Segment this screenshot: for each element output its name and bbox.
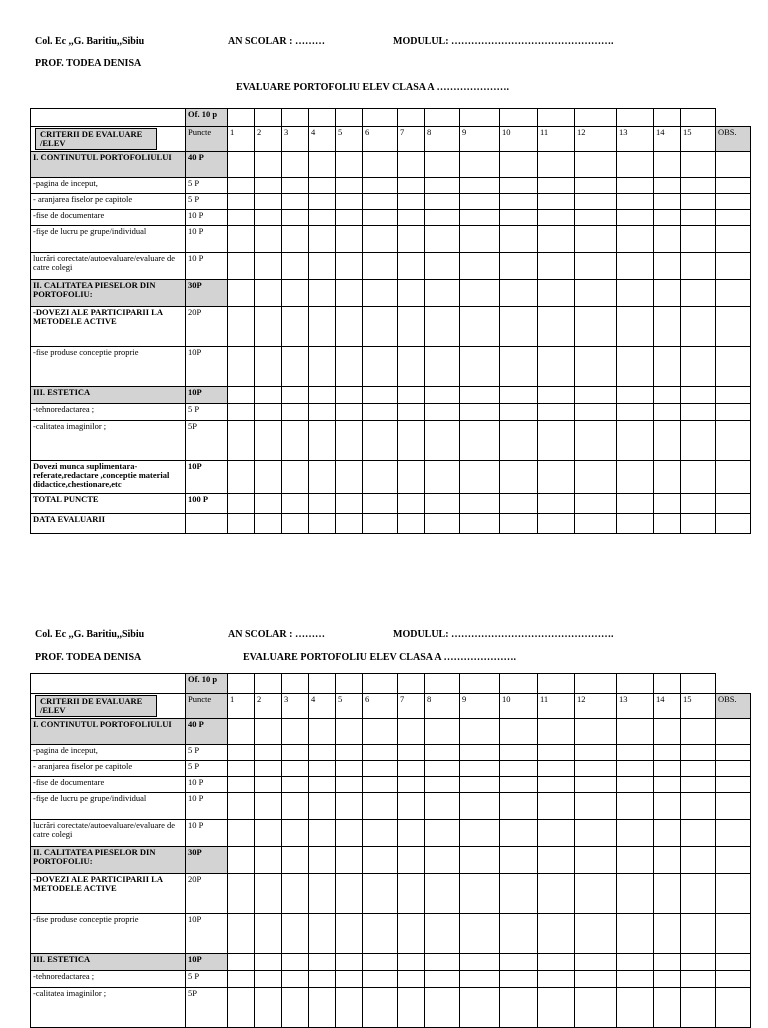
table-row — [31, 280, 751, 307]
student-col-7: 7 — [398, 127, 425, 152]
criteria-header — [31, 694, 186, 719]
criteria-label: CRITERII DE EVALUARE /ELEV — [35, 695, 157, 717]
table-row — [31, 226, 751, 253]
teacher-name: PROF. TODEA DENISA — [35, 652, 142, 663]
student-col-2: 2 — [255, 127, 282, 152]
table-row — [31, 719, 751, 745]
row-points: 20P — [186, 307, 228, 347]
table-row — [31, 793, 751, 820]
student-col-9: 9 — [460, 127, 500, 152]
student-col-1: 1 — [228, 127, 255, 152]
school-name: Col. Ec ,,G. Baritiu,,Sibiu — [35, 36, 145, 47]
obs-header: OBS. — [716, 127, 751, 152]
of-points-cell: Of. 10 p — [186, 109, 228, 127]
row-label: I. CONTINUTUL PORTOFOLIULUI — [31, 719, 186, 745]
evaluation-title: EVALUARE PORTOFOLIU ELEV CLASA A …………………. — [236, 82, 510, 93]
table-row — [31, 971, 751, 988]
student-col-1: 1 — [228, 694, 255, 719]
row-label: III. ESTETICA — [31, 387, 186, 404]
row-label: -tehnoredactarea ; — [31, 404, 186, 421]
row-label: II. CALITATEA PIESELOR DIN PORTOFOLIU: — [31, 280, 186, 307]
row-label: - aranjarea fiselor pe capitole — [31, 194, 186, 210]
row-label: -fise de documentare — [31, 777, 186, 793]
row-label: -fişe de lucru pe grupe/individual — [31, 793, 186, 820]
evaluation-title: EVALUARE PORTOFOLIU ELEV CLASA A …………………. — [243, 652, 517, 663]
row-points: 40 P — [186, 719, 228, 745]
row-label: -fise de documentare — [31, 210, 186, 226]
student-col-3: 3 — [282, 694, 309, 719]
school-name: Col. Ec ,,G. Baritiu,,Sibiu — [35, 629, 145, 640]
evaluation-table — [30, 108, 751, 534]
student-col-8: 8 — [425, 127, 460, 152]
row-label: -tehnoredactarea ; — [31, 971, 186, 988]
table-row — [31, 494, 751, 514]
row-points: 5P — [186, 421, 228, 461]
table-row — [31, 152, 751, 178]
row-label: - aranjarea fiselor pe capitole — [31, 761, 186, 777]
of-points-cell: Of. 10 p — [186, 674, 228, 694]
row-label: lucrări corectate/autoevaluare/evaluare de catre colegi — [31, 820, 186, 847]
row-points: 40 P — [186, 152, 228, 178]
table-row — [31, 307, 751, 347]
row-label: -fise produse conceptie proprie — [31, 347, 186, 387]
student-col-14: 14 — [654, 127, 681, 152]
student-col-3: 3 — [282, 127, 309, 152]
row-points: 5 P — [186, 761, 228, 777]
table-row — [31, 820, 751, 847]
criteria-header — [31, 127, 186, 152]
table-row — [31, 210, 751, 226]
student-col-5: 5 — [336, 694, 363, 719]
row-points: 5 P — [186, 194, 228, 210]
row-label: DATA EVALUARII — [31, 514, 186, 534]
table-row — [31, 461, 751, 494]
row-label: -calitatea imaginilor ; — [31, 421, 186, 461]
table-row — [31, 178, 751, 194]
row-points: 30P — [186, 847, 228, 874]
student-col-2: 2 — [255, 694, 282, 719]
row-points: 5 P — [186, 178, 228, 194]
row-label: -DOVEZI ALE PARTICIPARII LA METODELE ACTIVE — [31, 874, 186, 914]
row-points: 10P — [186, 347, 228, 387]
row-points: 10 P — [186, 210, 228, 226]
student-col-15: 15 — [681, 127, 716, 152]
table-row — [31, 954, 751, 971]
student-col-12: 12 — [575, 127, 617, 152]
table-row — [31, 988, 751, 1028]
module-label: MODULUL: …………………………………………. — [393, 629, 614, 640]
row-points: 30P — [186, 280, 228, 307]
row-label: II. CALITATEA PIESELOR DIN PORTOFOLIU: — [31, 847, 186, 874]
row-label: I. CONTINUTUL PORTOFOLIULUI — [31, 152, 186, 178]
student-col-11: 11 — [538, 694, 575, 719]
student-col-9: 9 — [460, 694, 500, 719]
table-row — [31, 761, 751, 777]
student-col-6: 6 — [363, 694, 398, 719]
row-label: -fise produse conceptie proprie — [31, 914, 186, 954]
student-col-13: 13 — [617, 127, 654, 152]
table-row — [31, 404, 751, 421]
student-col-13: 13 — [617, 694, 654, 719]
row-points: 5 P — [186, 971, 228, 988]
student-col-14: 14 — [654, 694, 681, 719]
table-row — [31, 347, 751, 387]
student-col-4: 4 — [309, 694, 336, 719]
table-row — [31, 745, 751, 761]
row-label: III. ESTETICA — [31, 954, 186, 971]
row-points: 5 P — [186, 404, 228, 421]
row-label: -calitatea imaginilor ; — [31, 988, 186, 1028]
row-label: TOTAL PUNCTE — [31, 494, 186, 514]
row-points: 100 P — [186, 494, 228, 514]
student-col-6: 6 — [363, 127, 398, 152]
school-year-label: AN SCOLAR : ……… — [228, 629, 325, 640]
student-col-10: 10 — [500, 694, 538, 719]
student-col-12: 12 — [575, 694, 617, 719]
table-row — [31, 514, 751, 534]
student-col-4: 4 — [309, 127, 336, 152]
row-label: -pagina de inceput, — [31, 745, 186, 761]
row-points: 10P — [186, 954, 228, 971]
table-row — [31, 421, 751, 461]
puncte-header: Puncte — [186, 127, 228, 152]
row-points: 10 P — [186, 253, 228, 280]
row-label: lucrări corectate/autoevaluare/evaluare de catre colegi — [31, 253, 186, 280]
student-col-11: 11 — [538, 127, 575, 152]
table-row — [31, 387, 751, 404]
teacher-name: PROF. TODEA DENISA — [35, 58, 142, 69]
student-col-10: 10 — [500, 127, 538, 152]
module-label: MODULUL: …………………………………………. — [393, 36, 614, 47]
table-row — [31, 874, 751, 914]
school-year-label: AN SCOLAR : ……… — [228, 36, 325, 47]
empty-header-cell — [31, 674, 186, 694]
puncte-header: Puncte — [186, 694, 228, 719]
evaluation-table — [30, 673, 751, 1028]
row-points: 5P — [186, 988, 228, 1028]
table-row — [31, 253, 751, 280]
student-col-15: 15 — [681, 694, 716, 719]
row-points: 10 P — [186, 777, 228, 793]
table-row — [31, 194, 751, 210]
row-points: 10P — [186, 914, 228, 954]
row-points: 10 P — [186, 793, 228, 820]
table-row — [31, 847, 751, 874]
student-col-5: 5 — [336, 127, 363, 152]
student-col-8: 8 — [425, 694, 460, 719]
obs-header: OBS. — [716, 694, 751, 719]
student-col-7: 7 — [398, 694, 425, 719]
row-label: -fişe de lucru pe grupe/individual — [31, 226, 186, 253]
empty-header-cell — [31, 109, 186, 127]
row-points: 10P — [186, 461, 228, 494]
row-points: 20P — [186, 874, 228, 914]
criteria-label: CRITERII DE EVALUARE /ELEV — [35, 128, 157, 150]
row-points: 10 P — [186, 226, 228, 253]
row-points: 5 P — [186, 745, 228, 761]
table-row — [31, 777, 751, 793]
row-label: Dovezi munca suplimentara- referate,redactare ,conceptie material didactice,chestionare,etc — [31, 461, 186, 494]
row-points: 10 P — [186, 820, 228, 847]
table-row — [31, 914, 751, 954]
row-points — [186, 514, 228, 534]
row-label: -pagina de inceput, — [31, 178, 186, 194]
row-label: -DOVEZI ALE PARTICIPARII LA METODELE ACTIVE — [31, 307, 186, 347]
row-points: 10P — [186, 387, 228, 404]
